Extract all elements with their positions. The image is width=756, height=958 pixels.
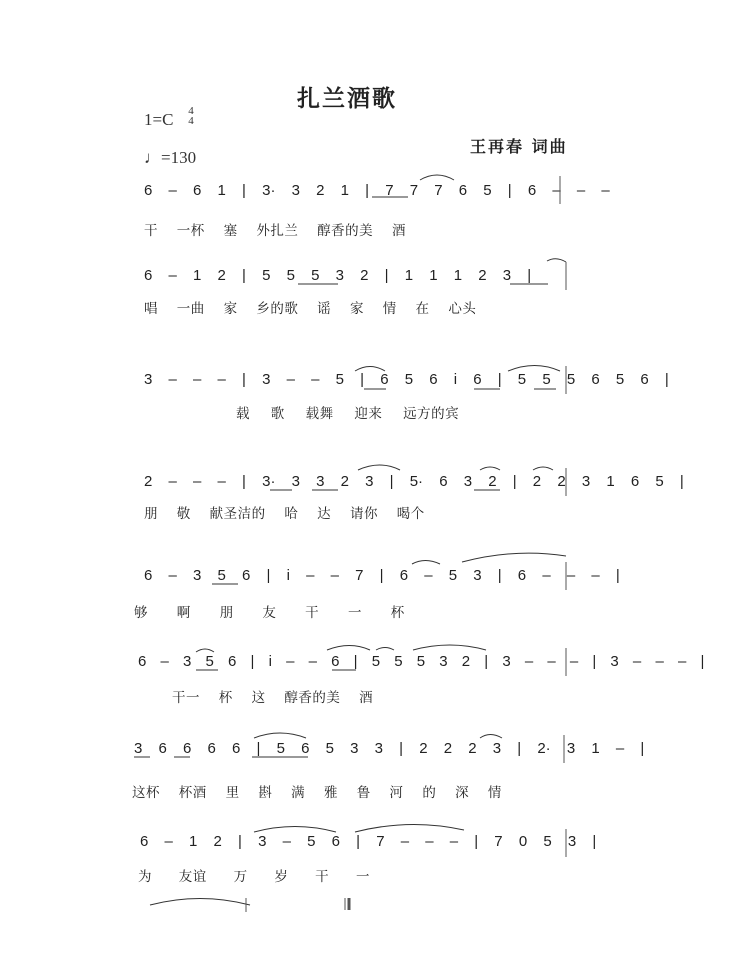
lyric-line-2: 唱 一曲 家 乡的歌 谣 家 情 在 心头 bbox=[144, 301, 477, 317]
underline-beams bbox=[134, 197, 556, 757]
lyric-line-4: 朋 敬 献圣洁的 哈 达 请你 喝个 bbox=[144, 506, 425, 522]
barline-markers bbox=[246, 176, 566, 912]
slur-7 bbox=[533, 467, 553, 470]
slur-15 bbox=[480, 735, 502, 739]
lyric-line-5: 够 啊 朋 友 干 一 杯 bbox=[134, 605, 405, 621]
slur-3 bbox=[355, 367, 385, 372]
key-signature: 1=C bbox=[144, 110, 174, 129]
time-signature-bottom: 4 bbox=[188, 115, 194, 127]
tie-slurs bbox=[150, 175, 566, 905]
slur-5 bbox=[358, 465, 400, 470]
slur-4 bbox=[508, 366, 560, 372]
lyric-line-8: 为 友谊 万 岁 干 一 bbox=[138, 869, 370, 885]
time-signature-top: 4 bbox=[188, 105, 194, 117]
lyric-line-3: 载 歌 载舞 迎来 远方的宾 bbox=[236, 406, 460, 422]
notation-line-5: 6 – 3 5 6 | i – – 7 | 6 – 5 3 | 6 – – – | bbox=[144, 567, 620, 584]
slur-9 bbox=[462, 553, 566, 562]
lyric-line-7: 这杯 杯酒 里 斟 满 雅 鲁 河 的 深 情 bbox=[132, 785, 502, 801]
slur-6 bbox=[480, 467, 500, 470]
slur-13 bbox=[413, 645, 486, 650]
song-title: 扎兰酒歌 bbox=[297, 85, 397, 112]
notation-line-3: 3 – – – | 3 – – 5 | 6 5 6 i 6 | 5 5 5 6 5 6 | bbox=[144, 371, 669, 388]
slur-2 bbox=[547, 259, 566, 262]
lyric-line-1: 干 一杯 塞 外扎兰 醇香的美 酒 bbox=[144, 223, 406, 239]
notation-line-6: 6 – 3 5 6 | i – – 6 | 5 5 5 3 2 | 3 – – – | 3 – – – | bbox=[138, 653, 705, 670]
slur-16 bbox=[254, 827, 336, 833]
notation-line-4: 2 – – – | 3· 3 3 2 3 | 5· 6 3 2 | 2 2 3 1 6 5 | bbox=[144, 473, 684, 490]
slur-11 bbox=[327, 646, 370, 651]
slur-17 bbox=[355, 824, 464, 832]
lyric-line-6: 干一 杯 这 醇香的美 酒 bbox=[172, 690, 374, 706]
notation-line-1: 6 – 6 1 | 3· 3 2 1 | 7 7 7 6 5 | 6 – – – bbox=[144, 182, 610, 199]
slur-8 bbox=[412, 561, 440, 565]
slur-18 bbox=[150, 899, 250, 906]
notation-line-8: 6 – 1 2 | 3 – 5 6 | 7 – – – | 7 0 5 3 | bbox=[140, 833, 597, 850]
slur-10 bbox=[196, 649, 214, 652]
slur-1 bbox=[420, 175, 454, 180]
composer-credit: 王再春 词曲 bbox=[470, 137, 568, 156]
notation-line-2: 6 – 1 2 | 5 5 5 3 2 | 1 1 1 2 3 | bbox=[144, 267, 532, 284]
slur-12 bbox=[376, 648, 394, 651]
slur-14 bbox=[254, 733, 306, 738]
tempo-marking: ♩=130 bbox=[144, 148, 197, 167]
notation-line-7: 3 6 6 6 6 | 5 6 5 3 3 | 2 2 2 3 | 2· 3 1 – | bbox=[134, 740, 645, 757]
